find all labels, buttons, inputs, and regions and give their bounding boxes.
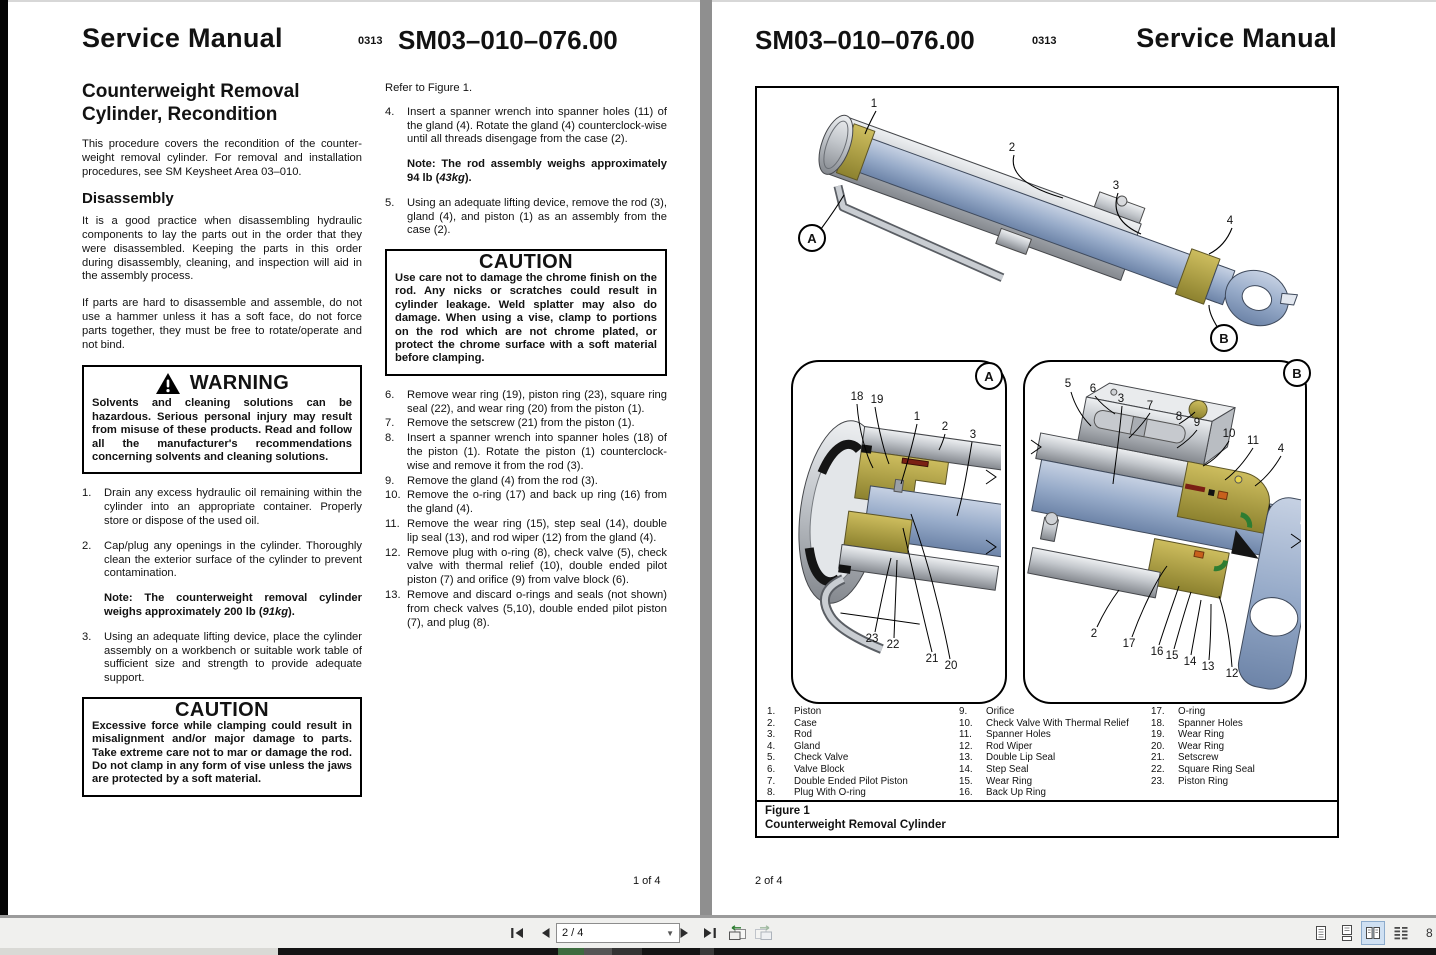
warning-title-text: WARNING [189,371,290,394]
parts-list-item: 5. Check Valve [767,752,849,764]
callout-number: 11 [1247,435,1259,447]
page-header-doc-number: SM03–010–076.00 [398,25,618,55]
first-page-button[interactable] [506,922,528,944]
page-2 [712,2,1436,915]
callout-number: 17 [1122,638,1136,650]
last-page-button[interactable] [698,922,720,944]
taskbar-segment [700,948,714,955]
step-number: 10. [385,489,401,502]
page-1 [8,2,700,915]
numbered-step [82,540,362,581]
callout-number: 12 [1225,668,1239,680]
page-header-title: Service Manual [82,23,283,53]
callout-number: 4 [1277,443,1285,455]
callout-number: 23 [865,633,879,645]
figure-caption-text: Counterweight Removal Cylinder [765,819,946,831]
step-number: 8. [385,432,395,445]
last-page-icon [702,926,717,940]
parts-list-item: 17. O-ring [1151,706,1206,717]
callout-number: 20 [944,660,958,672]
step-text: Cap/plug any openings in the cylinder. Thoroughly clean the exterior surface of the cylinder to prevent contamination. [104,539,362,580]
callout-number: 2 [941,421,949,433]
disassembly-heading: Disassembly [82,190,174,208]
parts-list-item: 1. Piston [767,706,822,717]
callout-number: 8 [1175,411,1183,423]
caution-text: Use care not to damage the chrome finish on the rod. Any nicks or scratches could result in cylinder leakage. Weld splatter may also do damage. When using a vise, clamp to portions on the rod which are not chrome plated, or protect the chrome surface with a soft material before clamping. [395,271,657,365]
detail-b-reference-badge: B [1210,324,1238,352]
parts-list-item: 19. Wear Ring [1151,729,1225,741]
callout-number: 10 [1222,428,1236,440]
note-metric: 43kg [439,171,465,184]
callout-number: 3 [1117,393,1125,405]
numbered-step [385,106,667,147]
two-page-view-icon [1365,925,1381,941]
parts-list-item: 13. Double Lip Seal [959,752,1056,764]
paragraph: If parts are hard to disassemble and assemble, do not use a hammer unless it has a soft face, do not force parts together, they must be free to rotate/operate and not bind. [82,297,362,351]
continuous-view-button[interactable] [1336,922,1358,944]
previous-page-icon [539,926,551,940]
caution-box [82,697,362,797]
caution-title-text: CAUTION [479,251,573,274]
parts-list-item: 8. Plug With O-ring [767,787,866,799]
document-left-edge [0,0,8,915]
note-text: The rod assembly weighs approximately 94 lb ( [407,158,667,184]
chevron-down-icon: ▼ [666,928,674,938]
note [407,158,667,186]
step-number: 5. [385,196,395,209]
note-suffix: ). [464,171,472,184]
note-text: The counterweight removal cylinder weighs approximately 200 lb ( [104,592,362,618]
callout-number: 14 [1183,656,1197,668]
previous-page-button[interactable] [534,922,556,944]
parts-list-item: 10. Check Valve With Thermal Relief [959,717,1129,729]
figure-1-box [755,86,1339,836]
step-text: Remove the gland (4) from the rod (3). [407,474,598,487]
step-number: 1. [82,487,92,500]
parts-list-item: 23. Piston Ring [1151,775,1229,787]
caution-title-text: CAUTION [175,698,269,721]
single-page-view-button[interactable] [1310,922,1332,944]
parts-list-item: 7. Double Ended Pilot Piston [767,775,908,787]
caution-box [385,249,667,376]
step-number: 2. [82,539,92,552]
parts-list-column-3 [1151,706,1329,787]
two-page-view-button[interactable] [1362,922,1384,944]
callout-number: 3 [1112,180,1120,192]
page-number-field[interactable] [556,923,680,943]
two-page-continuous-view-icon [1393,925,1409,941]
detail-a-reference-badge: A [798,224,826,252]
note-metric: 91kg [262,605,289,618]
step-text: Remove wear ring (19), piston ring (23), square ring seal (22), and wear ring (20) from the piston (1). [407,388,667,415]
figure-caption [755,800,1339,838]
zoom-level-partial: 8 [1426,926,1433,940]
step-text: Remove and discard o-rings and seals (not shown) from check valves (5,10), double ended pilot piston (7), and plug (8). [407,588,667,629]
section-title: Counterweight Removal Cylinder, Recondition [82,81,300,125]
single-page-view-icon [1313,925,1329,941]
parts-list-item: 11. Spanner Holes [959,729,1051,741]
step-number: 12. [385,546,401,559]
parts-list-item: 22. Square Ring Seal [1151,763,1255,775]
pdf-toolbar [0,918,1436,948]
paragraph: It is a good practice when disassembling hydraulic components to lay the parts out in the order that they were disassembled. Keeping the parts in this order during disassembly, cleaning, and inspection will aid in the assembly process. [82,215,362,283]
numbered-step [82,631,362,686]
previous-view-icon [728,925,747,941]
parts-list-item: 15. Wear Ring [959,775,1033,787]
callout-number: 7 [1146,400,1154,412]
parts-list-item: 2. Case [767,717,817,729]
parts-list-column-1 [767,706,949,799]
step-text: Insert a spanner wrench into spanner holes (18) of the piston (1). Rotate the piston (1) counterclock-wise and remove it from the rod (3). [407,432,667,472]
callout-number: 19 [870,394,884,406]
step-text: Remove the o-ring (17) and back up ring (16) from the gland (4). [407,489,667,516]
page-header-revision: 0313 [358,35,383,47]
first-page-icon [510,926,525,940]
callout-number: 9 [1193,417,1201,429]
detail-b-badge: B [1283,359,1311,387]
next-view-icon [754,925,773,941]
step-text: Remove the wear ring (15), step seal (14), double lip seal (13), and rod wiper (12) from the gland (4). [407,517,667,544]
intro-paragraph: This procedure covers the recondition of the counter-weight removal cylinder. For removal and installation procedures, see SM Keysheet Area 03–010. [82,138,362,178]
step-text: Using an adequate lifting device, remove the rod (3), gland (4), and piston (1) as an assembly from the case (2). [407,196,667,237]
parts-list-item: 16. Back Up Ring [959,787,1046,799]
step-text: Using an adequate lifting device, place the cylinder assembly on a workbench or suitable work table of sufficient size and strength to provide adequate support. [104,630,362,685]
taskbar-segment [612,948,642,955]
parts-list-item: 20. Wear Ring [1151,740,1225,752]
numbered-step [82,487,362,528]
page-number-value: 2 / 4 [562,927,584,939]
figure-caption-title: Figure 1 [765,805,810,817]
note-label: Note: [104,592,133,605]
page-header-title: Service Manual [1136,23,1337,53]
taskbar-segment [584,948,612,955]
parts-list-item: 12. Rod Wiper [959,740,1033,752]
callout-number: 22 [886,639,900,651]
note [104,592,362,620]
step-text: Remove plug with o-ring (8), check valve (5), check valve with thermal relief (10), double ended pilot piston (7) and orifice (9) from valve block (6). [407,546,667,587]
page-header-doc-number: SM03–010–076.00 [755,25,975,55]
taskbar-segment [558,948,584,955]
warning-text: Solvents and cleaning solutions can be hazardous. Serious personal injury may result from misuse of these products. Read and follow all the manufacturer's recommendations concerning solvents and cleaning solutions. [92,397,352,463]
step-number: 7. [385,417,395,430]
note-suffix: ). [288,605,295,618]
callout-number: 1 [870,98,878,110]
next-page-icon [679,926,691,940]
callout-number: 1 [913,411,921,423]
step-number: 3. [82,630,92,643]
two-page-continuous-view-button[interactable] [1390,922,1412,944]
callout-number: 13 [1201,661,1215,673]
page-gap [700,0,712,915]
callout-number: 5 [1064,378,1072,390]
caution-text: Excessive force while clamping could result in misalignment and/or major damage to parts. Take extreme care not to mar or damage the rod. Do not clamp in any form of vise unless the jaws are protected by a soft material. [92,719,352,786]
step-number: 4. [385,105,395,118]
parts-list-item: 14. Step Seal [959,763,1029,775]
left-column [82,80,362,810]
detail-view-a [791,360,1007,704]
step-text: Drain any excess hydraulic oil remaining within the cylinder into an appropriate container. Properly store or dispose of the used oil. [104,487,362,527]
callout-number: 4 [1226,215,1234,227]
detail-a-badge: A [975,362,1003,390]
parts-list-item: 18. Spanner Holes [1151,717,1243,729]
parts-list-item: 9. Orifice [959,706,1015,717]
continuous-view-icon [1339,925,1355,941]
parts-list-column-2 [959,706,1145,799]
callout-number: 2 [1090,628,1098,640]
previous-view-button[interactable] [726,922,748,944]
callout-number: 3 [969,429,977,441]
parts-list-item: 6. Valve Block [767,763,845,775]
callout-number: 15 [1165,650,1179,662]
right-column [385,82,667,631]
taskbar-segment [0,948,278,955]
step-number: 6. [385,388,395,401]
parts-list-item: 3. Rod [767,729,812,741]
next-view-button[interactable] [752,922,774,944]
steps-6-13 [385,389,667,631]
page-number-footer: 1 of 4 [633,875,661,887]
detail-view-b [1023,360,1307,704]
warning-box-title [92,372,352,395]
callout-number: 18 [850,391,864,403]
step-text: Insert a spanner wrench into spanner holes (11) of the gland (4). Rotate the gland (4) counterclock-wise until all threads disengage from the case (2). [407,105,667,146]
callout-number: 2 [1008,142,1016,154]
warning-box [82,365,362,474]
step-text: Remove the setscrew (21) from the piston (1). [407,417,635,430]
callout-number: 6 [1089,383,1097,395]
cylinder-assembly-drawing [757,88,1333,358]
page-number-footer: 2 of 4 [755,875,783,887]
step-number: 9. [385,474,395,487]
callout-number: 16 [1150,646,1164,658]
note-label: Note: [407,158,436,171]
page-header-revision: 0313 [1032,35,1057,47]
next-page-button[interactable] [674,922,696,944]
numbered-step [385,197,667,238]
step-number: 13. [385,588,401,601]
taskbar-sliver [0,948,1436,955]
warning-triangle-icon [155,372,181,395]
parts-list-item: 21. Setscrew [1151,752,1219,764]
parts-list-item: 4. Gland [767,740,821,752]
refer-line: Refer to Figure 1. [385,82,473,94]
callout-number: 21 [925,653,939,665]
step-number: 11. [385,517,400,530]
